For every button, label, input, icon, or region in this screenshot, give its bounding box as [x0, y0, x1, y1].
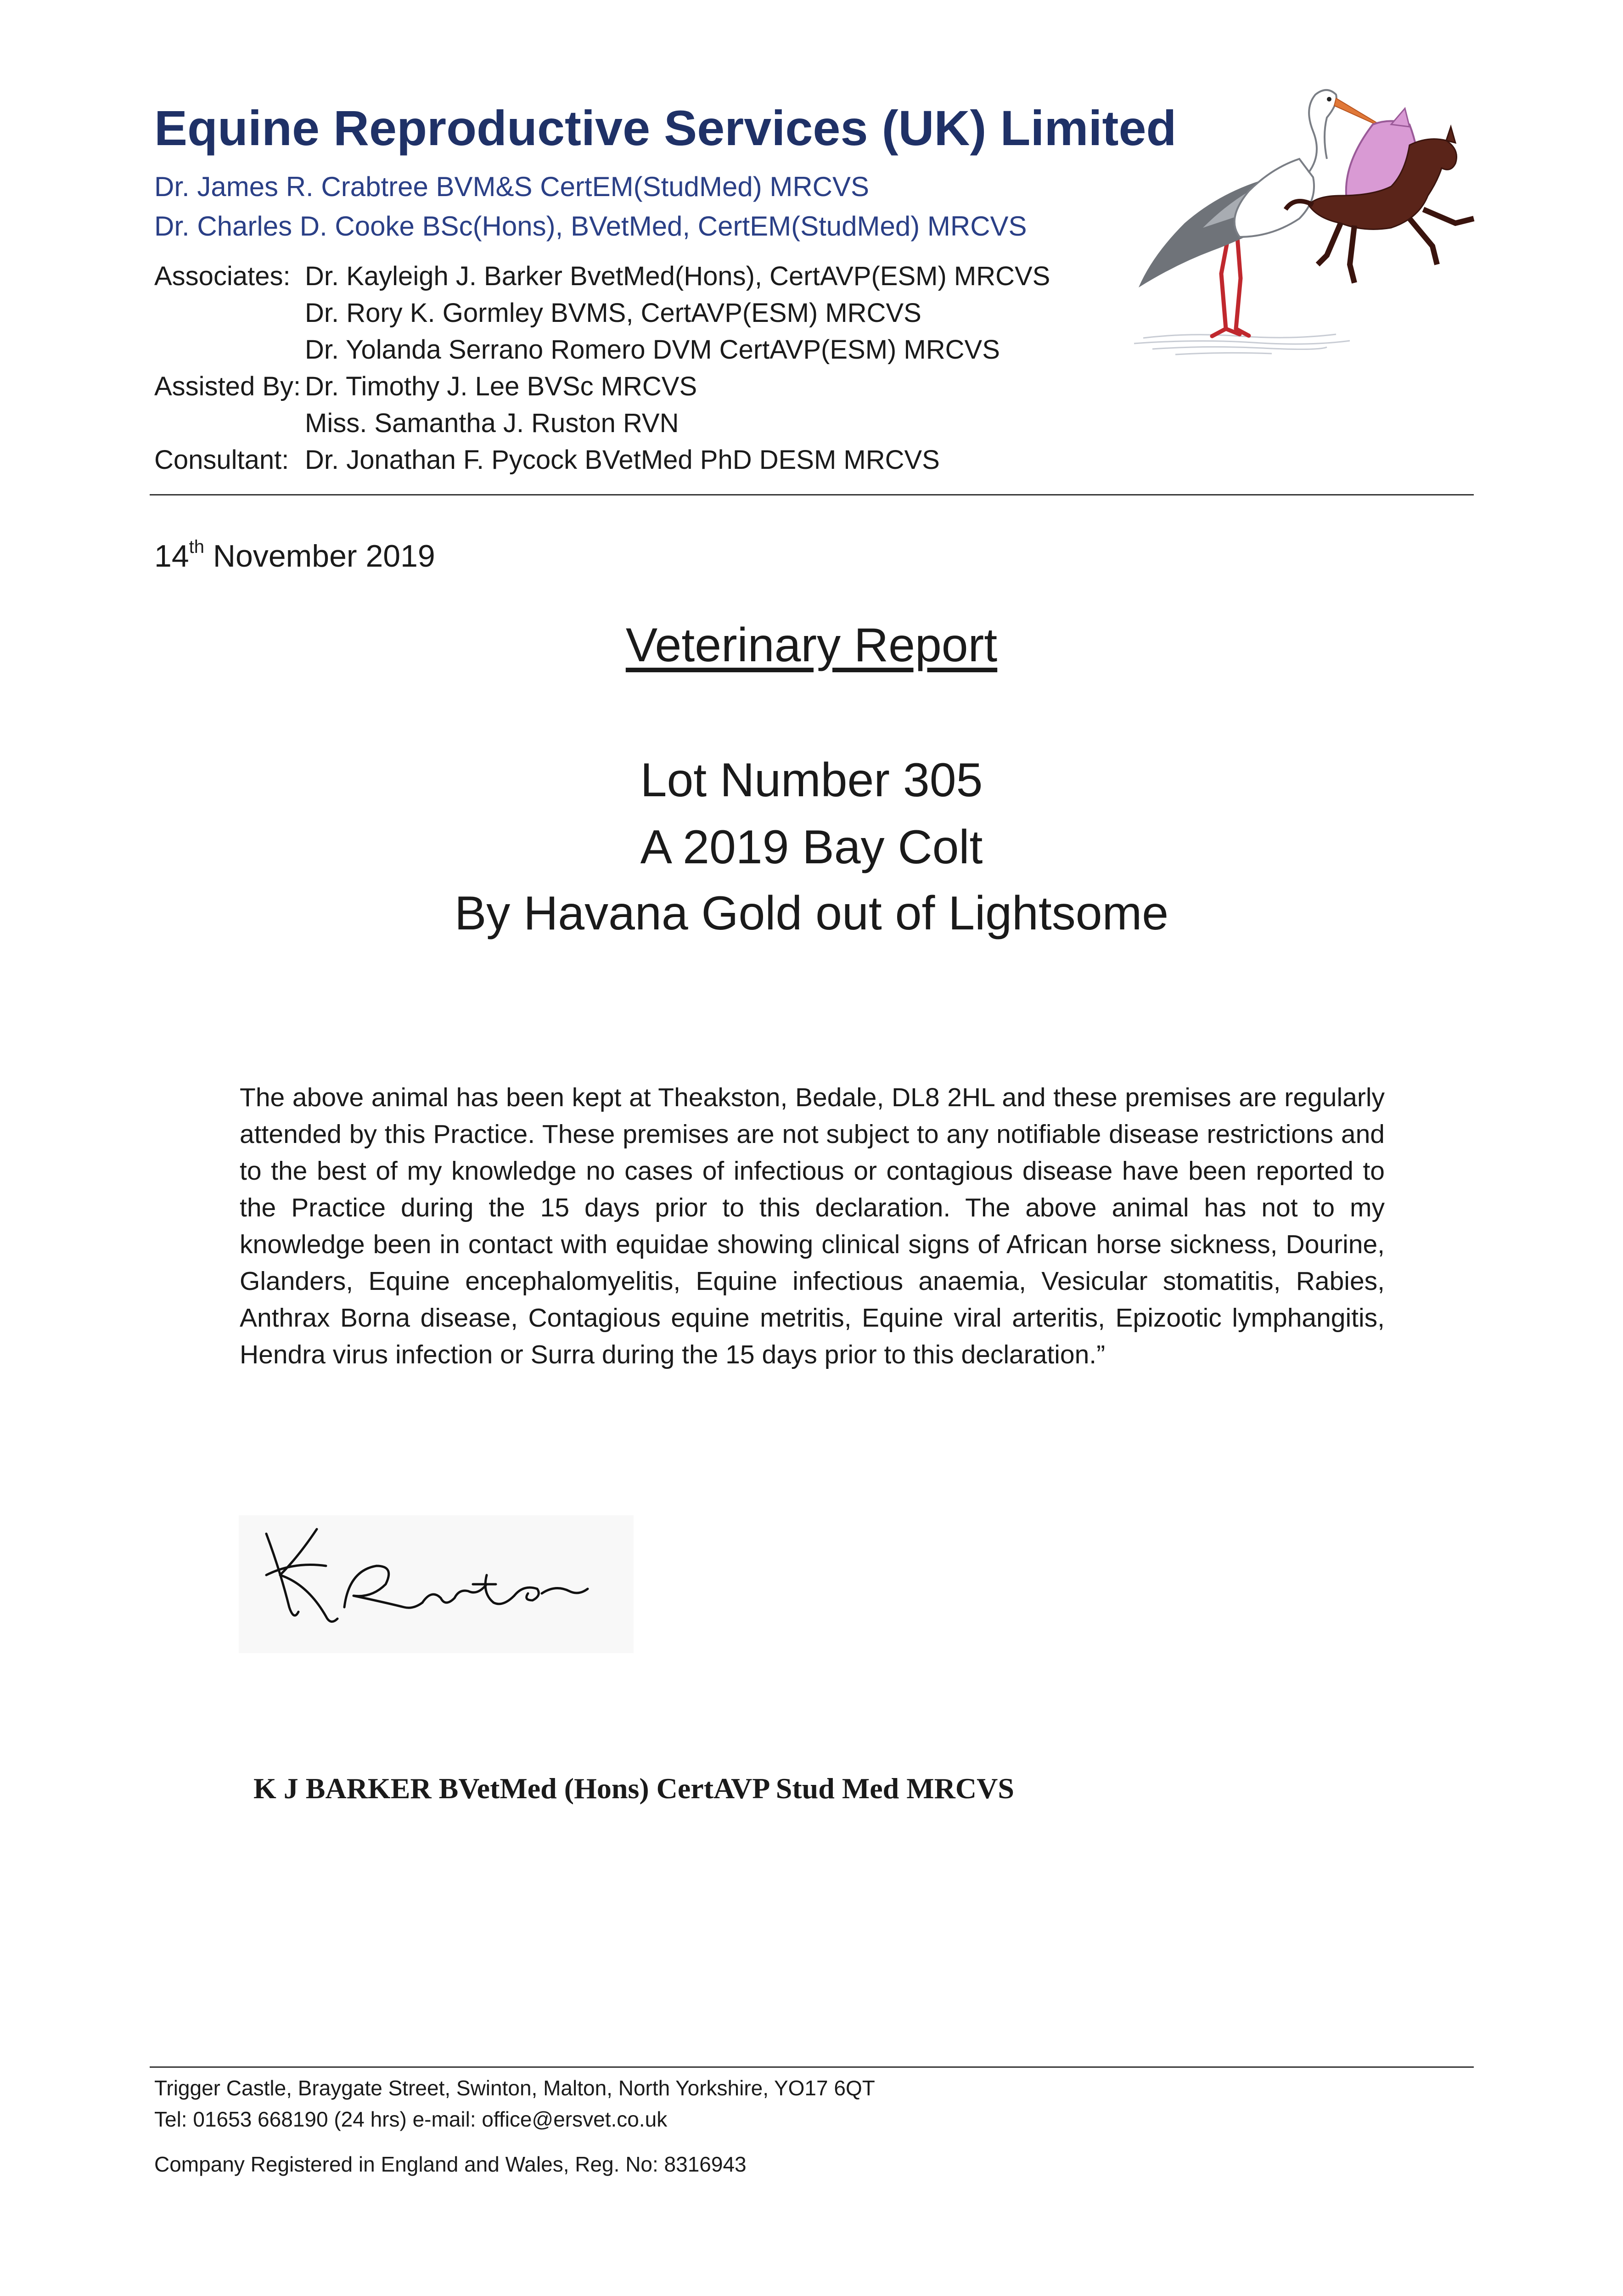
footer-address: Trigger Castle, Braygate Street, Swinton, Malton, North Yorkshire, YO17 6QT: [154, 2076, 875, 2100]
stork-body: [1235, 159, 1314, 237]
date-day: 14: [154, 539, 189, 574]
stork-carrying-foal-logo: [1134, 81, 1483, 356]
water-lines: [1134, 334, 1350, 355]
letter-date: [154, 538, 435, 574]
date-suffix: th: [189, 537, 204, 557]
assistant-1: Dr. Timothy J. Lee BVSc MRCVS: [305, 371, 697, 401]
associate-2: Dr. Rory K. Gormley BVMS, CertAVP(ESM) MRCVS: [305, 298, 921, 328]
declaration-paragraph: The above animal has been kept at Theakston, Bedale, DL8 2HL and these premises are regularly attended by this Practice. These premises are not subject to any notifiable disease restrictions and to the best of my knowledge no cases of infectious or contagious disease have been reported to the Practice during the 15 days prior to this declaration. The above animal has not to my knowledge been in contact with equidae showing clinical signs of African horse sickness, Dourine, Glanders, Equine encephalomyelitis, Equine infectious anaemia, Vesicular stomatitis, Rabies, Anthrax Borna disease, Contagious equine metritis, Equine viral arteritis, Epizootic lymphangitis, Hendra virus infection or Surra during the 15 days prior to this declaration.”: [240, 1083, 1385, 1369]
pedigree: By Havana Gold out of Lightsome: [454, 887, 1169, 940]
lot-number: Lot Number 305: [640, 754, 983, 807]
associates-label: Associates:: [154, 261, 291, 291]
assistant-2: Miss. Samantha J. Ruston RVN: [305, 408, 679, 438]
assisted-label: Assisted By:: [154, 371, 301, 401]
footer-divider: [150, 2066, 1474, 2068]
footer-contact: Tel: 01653 668190 (24 hrs) e-mail: office@ersvet.co.uk: [154, 2107, 668, 2131]
stork-legs: [1212, 237, 1249, 336]
footer-registration: Company Registered in England and Wales, Reg. No: 8316943: [154, 2152, 747, 2176]
handwritten-signature: [239, 1515, 634, 1653]
partner-1: Dr. James R. Crabtree BVM&S CertEM(StudMed) MRCVS: [154, 171, 870, 202]
associate-1: Dr. Kayleigh J. Barker BvetMed(Hons), CertAVP(ESM) MRCVS: [305, 261, 1050, 291]
consultant-name: Dr. Jonathan F. Pycock BVetMed PhD DESM MRCVS: [305, 445, 940, 475]
company-name: Equine Reproductive Services (UK) Limited: [154, 100, 1177, 156]
partner-2: Dr. Charles D. Cooke BSc(Hons), BVetMed, CertEM(StudMed) MRCVS: [154, 211, 1027, 242]
header-divider: [150, 494, 1474, 495]
associate-3: Dr. Yolanda Serrano Romero DVM CertAVP(ESM) MRCVS: [305, 335, 1000, 365]
date-rest: November 2019: [213, 539, 435, 574]
report-title: Veterinary Report: [625, 619, 998, 672]
signer-name: K J BARKER BVetMed (Hons) CertAVP Stud Med MRCVS: [253, 1772, 1014, 1805]
horse-description: A 2019 Bay Colt: [640, 821, 983, 874]
consultant-label: Consultant:: [154, 445, 289, 475]
